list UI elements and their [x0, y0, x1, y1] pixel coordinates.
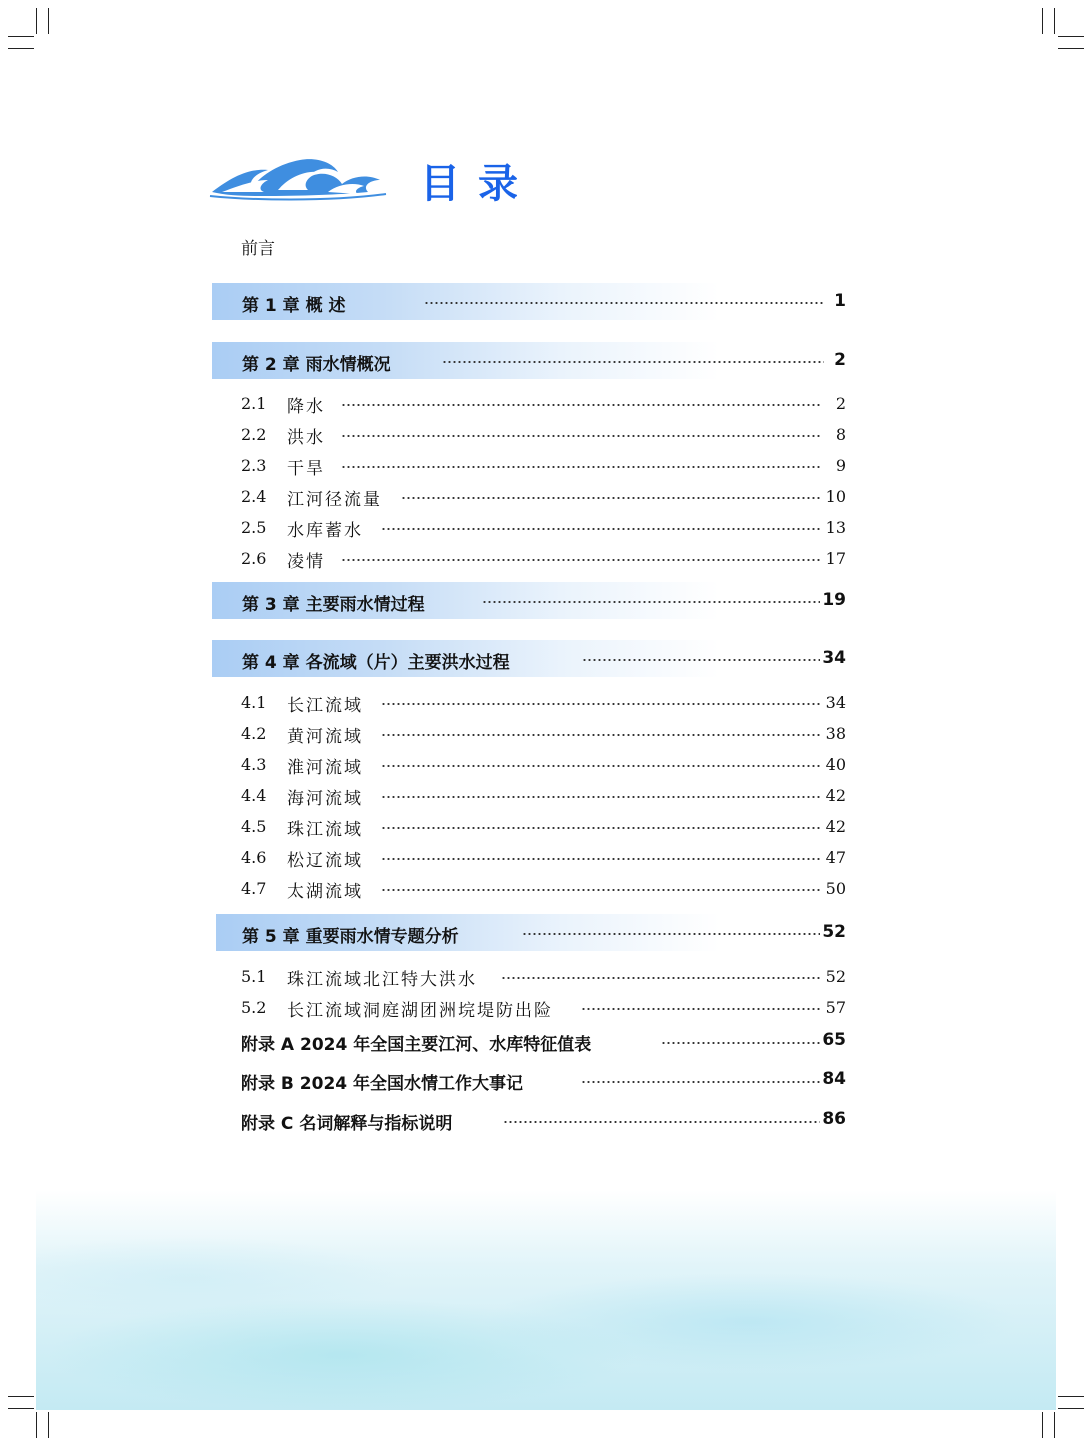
page-number: 47 — [825, 848, 846, 867]
page-number: 10 — [825, 487, 846, 506]
page-number: 2 — [834, 350, 846, 370]
toc-section-2-2[interactable] — [241, 423, 846, 447]
leader-dots — [424, 302, 824, 304]
page-number: 19 — [822, 590, 846, 610]
section-number: 4.4 — [241, 786, 267, 805]
section-title: 水库蓄水 — [287, 521, 363, 541]
crop-mark — [1058, 48, 1084, 49]
toc-section-4-7[interactable] — [241, 877, 846, 901]
page-title: 目录 — [420, 160, 536, 207]
page-number: 17 — [825, 549, 846, 568]
toc-section-4-2[interactable] — [241, 722, 846, 746]
chapter-label: 第 2 章 雨水情概况 — [242, 355, 391, 375]
crop-mark — [1058, 1396, 1084, 1397]
page-number: 2 — [835, 394, 846, 413]
section-number: 2.2 — [241, 425, 267, 444]
leader-dots — [341, 404, 820, 406]
leader-dots — [341, 435, 820, 437]
crop-mark — [36, 1412, 37, 1438]
section-number: 4.6 — [241, 848, 267, 867]
leader-dots — [341, 466, 820, 468]
leader-dots — [381, 858, 820, 860]
wave-icon — [208, 150, 388, 206]
section-title: 黄河流域 — [287, 727, 363, 747]
leader-dots — [582, 659, 820, 661]
crop-mark — [1042, 8, 1043, 34]
toc-section-2-1[interactable] — [241, 392, 846, 416]
section-number: 2.6 — [241, 549, 267, 568]
page-number: 50 — [825, 879, 846, 898]
crop-mark — [8, 36, 34, 37]
section-title: 干旱 — [287, 459, 325, 479]
toc-section-2-5[interactable] — [241, 516, 846, 540]
leader-dots — [581, 1081, 820, 1083]
section-title: 凌情 — [287, 552, 325, 572]
leader-dots — [381, 734, 820, 736]
toc-section-4-5[interactable] — [241, 815, 846, 839]
leader-dots — [381, 765, 820, 767]
leader-dots — [381, 796, 820, 798]
crop-mark — [8, 48, 34, 49]
page-number: 57 — [825, 998, 846, 1017]
section-number: 2.5 — [241, 518, 267, 537]
page-number: 34 — [822, 648, 846, 668]
toc-section-2-6[interactable] — [241, 547, 846, 571]
section-number: 4.2 — [241, 724, 267, 743]
crop-mark — [8, 1396, 34, 1397]
section-title: 海河流域 — [287, 789, 363, 809]
page-number: 86 — [822, 1109, 846, 1129]
toc-appendix-a[interactable] — [241, 1028, 846, 1056]
appendix-label: 附录 B 2024 年全国水情工作大事记 — [241, 1074, 524, 1094]
toc-chapter-2[interactable] — [212, 342, 846, 379]
toc-section-5-1[interactable] — [241, 965, 846, 989]
page-number: 65 — [822, 1030, 846, 1050]
section-number: 4.7 — [241, 879, 267, 898]
leader-dots — [442, 361, 824, 363]
appendix-label: 附录 A 2024 年全国主要江河、水库特征值表 — [241, 1035, 592, 1055]
chapter-label: 第 5 章 重要雨水情专题分析 — [242, 927, 459, 947]
chapter-label: 第 4 章 各流域（片）主要洪水过程 — [242, 653, 510, 673]
toc-section-5-2[interactable] — [241, 996, 846, 1020]
leader-dots — [482, 601, 820, 603]
crop-mark — [36, 8, 37, 34]
crop-mark — [1054, 1412, 1055, 1438]
toc-appendix-c[interactable] — [241, 1107, 846, 1135]
chapter-label: 第 3 章 主要雨水情过程 — [242, 595, 425, 615]
page-number: 52 — [822, 922, 846, 942]
toc-section-2-4[interactable] — [241, 485, 846, 509]
section-number: 4.3 — [241, 755, 267, 774]
toc-section-4-6[interactable] — [241, 846, 846, 870]
crop-mark — [1042, 1412, 1043, 1438]
section-title: 珠江流域北江特大洪水 — [287, 970, 477, 990]
toc-appendix-b[interactable] — [241, 1067, 846, 1095]
section-title: 松辽流域 — [287, 851, 363, 871]
page-number: 13 — [825, 518, 846, 537]
crop-mark — [1058, 1408, 1084, 1409]
page-number: 40 — [825, 755, 846, 774]
section-title: 珠江流域 — [287, 820, 363, 840]
toc-section-4-3[interactable] — [241, 753, 846, 777]
crop-mark — [8, 1408, 34, 1409]
toc-chapter-5[interactable] — [216, 914, 846, 951]
section-number: 2.4 — [241, 487, 267, 506]
water-background — [36, 1190, 1056, 1410]
leader-dots — [381, 528, 820, 530]
leader-dots — [381, 703, 820, 705]
section-title: 江河径流量 — [287, 490, 382, 510]
page-number: 8 — [835, 425, 846, 444]
leader-dots — [381, 827, 820, 829]
toc-chapter-4[interactable] — [212, 640, 846, 677]
section-title: 洪水 — [287, 428, 325, 448]
toc-chapter-3[interactable] — [212, 582, 846, 619]
crop-mark — [48, 8, 49, 34]
leader-dots — [401, 497, 820, 499]
section-number: 5.1 — [241, 967, 267, 986]
page-number: 42 — [825, 786, 846, 805]
leader-dots — [522, 933, 820, 935]
page-number: 1 — [834, 291, 846, 311]
section-number: 5.2 — [241, 998, 267, 1017]
leader-dots — [661, 1042, 820, 1044]
page-number: 9 — [835, 456, 846, 475]
section-title: 淮河流域 — [287, 758, 363, 778]
page-number: 34 — [825, 693, 846, 712]
toc-chapter-1[interactable] — [212, 283, 846, 320]
section-title: 降水 — [287, 397, 325, 417]
section-number: 4.5 — [241, 817, 267, 836]
section-number: 2.3 — [241, 456, 267, 475]
crop-mark — [1054, 8, 1055, 34]
section-title: 太湖流域 — [287, 882, 363, 902]
section-title: 长江流域 — [287, 696, 363, 716]
appendix-label: 附录 C 名词解释与指标说明 — [241, 1114, 453, 1134]
crop-mark — [48, 1412, 49, 1438]
toc-section-4-1[interactable] — [241, 691, 846, 715]
preface-entry: 前言 — [241, 239, 275, 259]
leader-dots — [341, 559, 820, 561]
page-number: 38 — [825, 724, 846, 743]
chapter-label: 第 1 章 概 述 — [242, 296, 346, 316]
section-number: 2.1 — [241, 394, 267, 413]
page-number: 52 — [825, 967, 846, 986]
leader-dots — [501, 977, 820, 979]
section-title: 长江流域洞庭湖团洲垸堤防出险 — [287, 1001, 553, 1021]
leader-dots — [381, 889, 820, 891]
page-number: 42 — [825, 817, 846, 836]
section-number: 4.1 — [241, 693, 267, 712]
leader-dots — [581, 1008, 820, 1010]
page-number: 84 — [822, 1069, 846, 1089]
crop-mark — [1058, 36, 1084, 37]
toc-section-4-4[interactable] — [241, 784, 846, 808]
toc-section-2-3[interactable] — [241, 454, 846, 478]
leader-dots — [503, 1121, 820, 1123]
